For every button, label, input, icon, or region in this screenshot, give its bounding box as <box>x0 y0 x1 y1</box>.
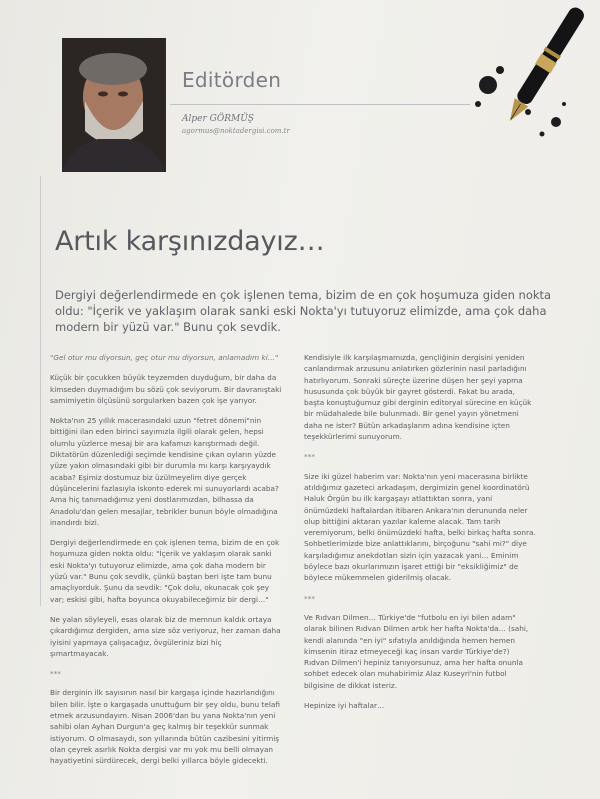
author-email: agormus@noktadergisi.com.tr <box>182 127 290 135</box>
article-headline: Artık karşınızdayız… <box>55 226 325 257</box>
closing-line: Hepinize iyi haftalar… <box>304 701 385 711</box>
section-separator: *** <box>304 593 315 603</box>
paragraph: Size iki güzel haberim var: Nokta'nın yeni macerasına birlikte atıldığımız gazeteci arkadaşım, dergimizin genel koordinatörü Haluk Örgün bu ilk kargaşayı atlattıktan sonra, yani önümüzdeki haftalardan itibaren Ankara'nın derununda neler olup bittiğini aktaran yazılar kaleme alacak. Tam tarih veremiyorum, belki önümüzdeki hafta, belki birkaç hafta sonra. Sohbetlerimizde bize anlattıklarını, birçoğunu "sahi mi?" diye karşıladığımız anekdotları sizin için yazacak yani… Eminim böylece bazı okurlarımızın işaret ettiği bir "eksikliğimiz" de böylece mükemmelen giderilmiş olacak. <box>304 471 536 583</box>
paragraph: Bir derginin ilk sayısının nasıl bir kargaşa içinde hazırlandığını bilen bilir. İşte o kargaşada unuttuğum bir şey oldu, bunu telafi etmek arzusundayım. Nisan 2006'dan bu yana Nokta'nın yeni sahibi olan Ayhan Durgun'a geç kalmış bir teşekkür sunmak istiyorum. O olmasaydı, son yıllarında bütün cazibesini yitirmiş olan çeyrek asırlık Nokta dergisi var mı yok mu belli olmayan hayatiyetini sürdürecek, dergi belki yıllarca böyle gidecekti. <box>50 688 280 766</box>
article-lead: Dergiyi değerlendirmede en çok işlenen tema, bizim de en çok hoşumuza giden nokta oldu: "İçerik ve yaklaşım olarak sanki eski Nokta'yı tutuyoruz elimizde, ama çok daha modern bir yüzü var." Bunu çok sevdik. <box>55 288 552 334</box>
section-separator: *** <box>304 452 315 462</box>
author-portrait-image <box>63 39 165 171</box>
fountain-pen-icon <box>468 0 600 150</box>
article-left-column <box>50 352 282 776</box>
author-name: Alper GÖRMÜŞ <box>182 114 254 124</box>
paragraph: Dergiyi değerlendirmede en çok işlenen tema, bizim de en çok hoşumuza giden nokta oldu: "İçerik ve yaklaşım olarak sanki eski Nokta'yı tutuyoruz elimizde, ama çok daha modern bir yüzü var." Bunu çok sevdik, çünkü baştan beri işte tam bunu amaçlıyorduk. Şunu da sevdik: "Çok dolu, okunacak çok şey var; eskisi gibi, hafta boyunca okuyabileceğimiz bir dergi…" <box>50 538 280 604</box>
article-right-column <box>304 352 536 720</box>
paragraph: Nokta'nın 25 yıllık macerasındaki uzun "fetret dönemi"nin bittiğini ilan eden birinci sayımızla ilgili olarak gelen, hepsi olumlu yüzlerce mesaj bir ara kafamızı karıştırmadı değil. Diktatörün düzenlediği seçimde kendisine çıkan oyların yüzde yüze yakın olmasındaki gibi bir durumla mı karşı karşıyaydık acaba? Eşimiz dostumuz biz üzülmeyelim diye gerçek düşüncelerini fazlasıyla iskonto ederek mi sunuyorlardı acaba? Ama hiç tanımadığımız yeni dostlarımızdan, bilhassa da Anadolu'dan gelen mesajlar, tebrikler bunun böyle olmadığına inandırdı bizi. <box>50 416 279 527</box>
left-frame-line <box>40 176 41 606</box>
author-photo <box>62 38 166 172</box>
paragraph: "Gel otur mu diyorsun, geç otur mu diyorsun, anlamadım ki…" <box>50 353 279 362</box>
header-divider <box>170 104 470 105</box>
paragraph: Kendisiyle ilk karşılaşmamızda, gençliğinin dergisini yeniden canlandırmak arzusunu anlatırken gözlerinin nasıl parladığını hatırlıyorum. Sonraki süreçte üzerine düşen her şeyi yapma hususunda çok büyük bir gayret gösterdi. Fakat bu arada, başta konuştuğumuz gibi derginin editoryal sürecine en küçük bir müdahalede bile bulunmadı. Bir genel yayın yönetmeni daha ne ister? Bütün arkadaşlarım adına kendisine içten teşekkürlerimi sunuyorum. <box>304 353 532 442</box>
paragraph: Ve Rıdvan Dilmen… Türkiye'de "futbolu en iyi bilen adam" olarak bilinen Rıdvan Dilmen artık her hafta Nokta'da… (sahi, kendi alanında "en iyi" sıfatıyla anıldığında hemen hemen kimsenin itiraz etmeyeceği kaç insan vardır Türkiye'de?) Rıdvan Dilmen'i hepiniz tanıyorsunuz, ama her hafta onunla sohbet edecek olan muhabirimiz Alaz Kuseyri'nin futbol bilgisine de dikkat isteriz. <box>304 612 529 690</box>
paragraph: Küçük bir çocukken büyük teyzemden duyduğum, bir daha da kimseden duymadığım bu sözü çok seviyorum. Bir davranıştaki samimiyetin ölçüsünü sorgularken bazen çok işe yarıyor. <box>50 373 282 405</box>
section-title: Editörden <box>182 68 282 92</box>
paragraph: Ne yalan söyleyeli, esas olarak biz de memnun kaldık ortaya çıkardığımız dergiden, ama size söz veriyoruz, her zaman daha iyisini yapmaya çalışacağız, övgüleriniz bizi hiç şımartmayacak. <box>50 614 281 658</box>
section-separator: *** <box>50 669 61 679</box>
